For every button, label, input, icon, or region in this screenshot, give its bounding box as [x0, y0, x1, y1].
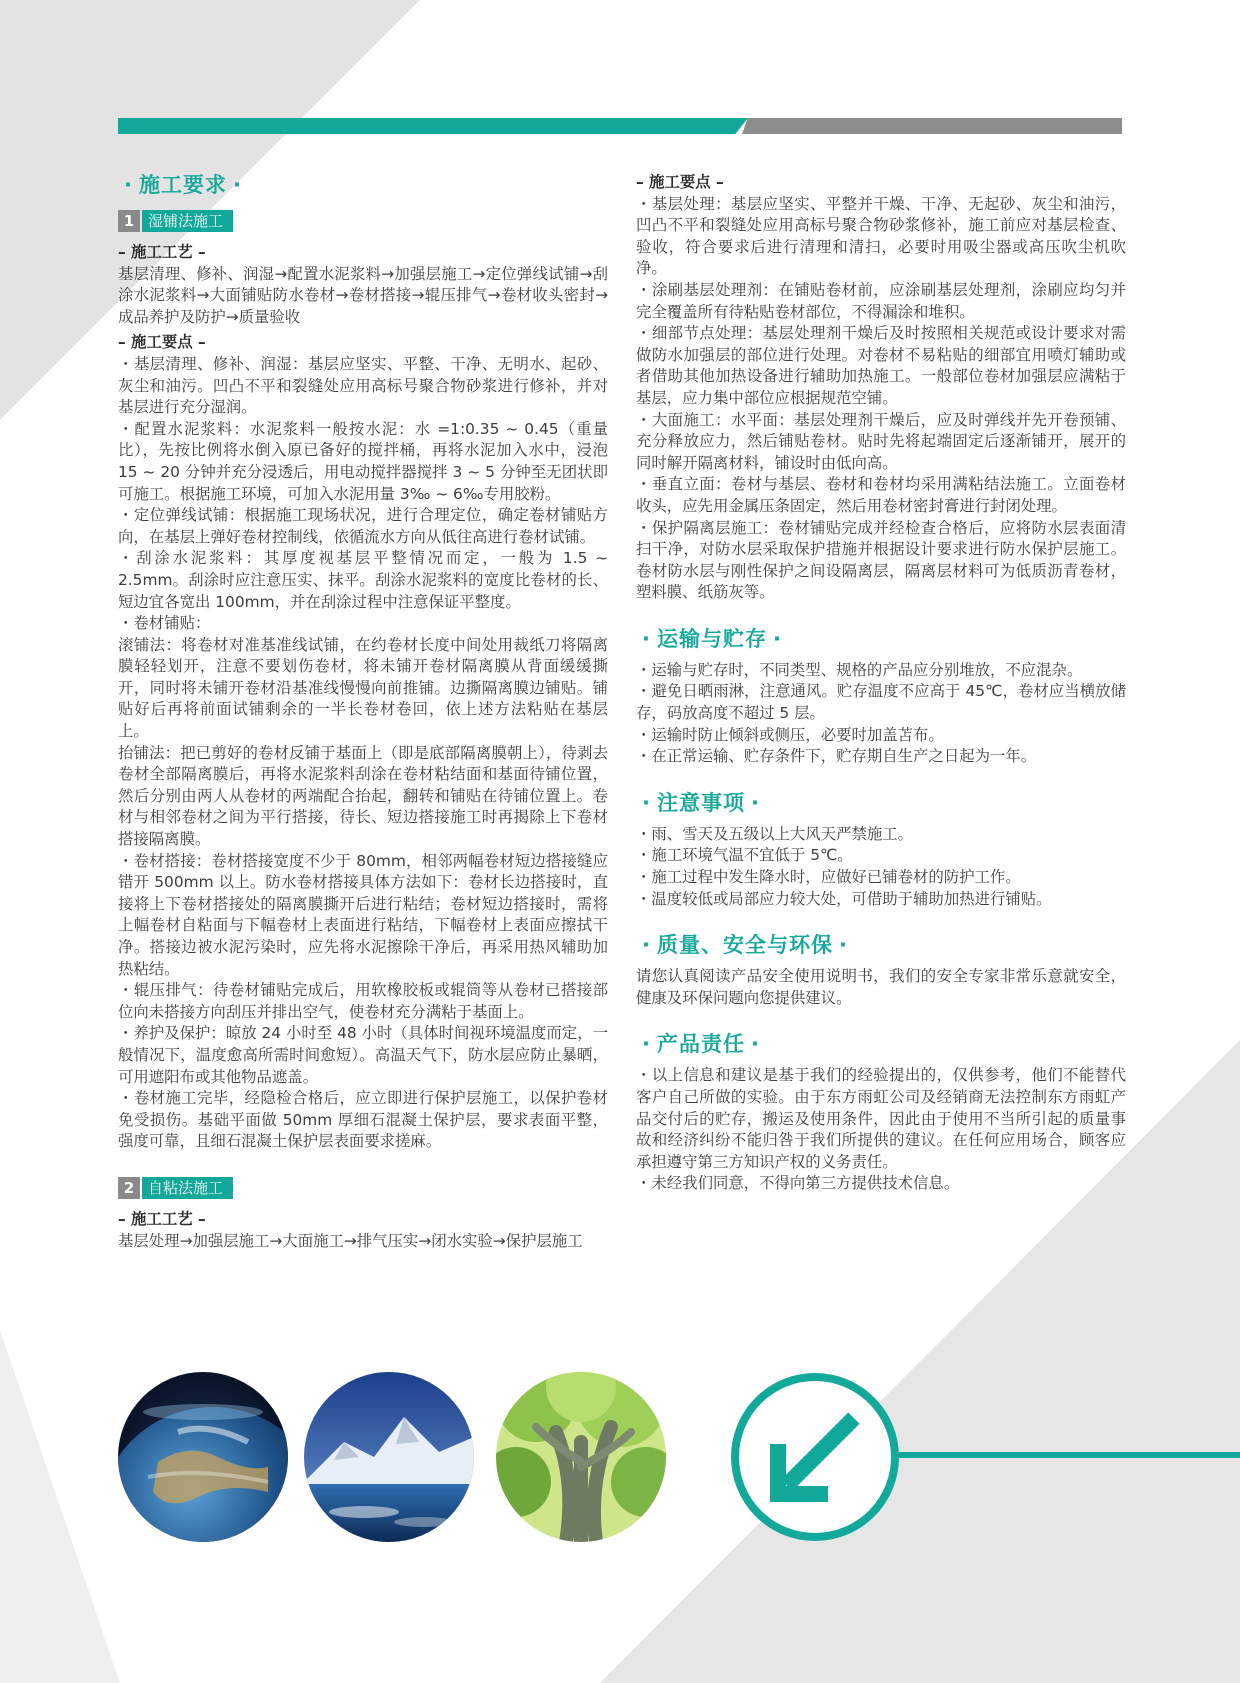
- badge-label: 湿铺法施工: [142, 210, 233, 232]
- list-item: ・运输与贮存时，不同类型、规格的产品应分别堆放，不应混杂。: [636, 660, 1083, 679]
- list-item: ・以上信息和建议是基于我们的经验提出的，仅供参考，他们不能替代客户自己所做的实验。由于东方雨虹公司及经销商无法控制东方雨虹产品交付后的贮存，搬运及使用条件，因此由于使用不当所引起的质量事故和经济纠纷不能归咎于我们所提供的建议。在任何应用场合，顾客应承担遵守第三方知识产权的义务责任。: [636, 1066, 1126, 1171]
- process-text: 基层处理→加强层施工→大面施工→排气压实→闭水实验→保护层施工: [118, 1231, 583, 1250]
- section-title-liability: · 产品责任 ·: [642, 1032, 760, 1057]
- point-item: ・卷材搭接：卷材搭接宽度不少于 80mm，相邻两幅卷材短边搭接缝应错开 500mm 以上。防水卷材搭接具体方法如下：卷材长边搭接时，直接将上下卷材搭接处的隔离膜撕开后进行粘结；卷材短边搭接时，需将上幅卷材自粘面与下幅卷材上表面进行粘结，下幅卷材上表面应擦拭干净。搭接边被水泥污染时，应先将水泥擦除干净后，再采用热风辅助加热粘结。: [118, 851, 608, 978]
- points-heading: – 施工要点 –: [636, 173, 724, 191]
- badge-label: 自粘法施工: [142, 1177, 233, 1199]
- points-heading: – 施工要点 –: [118, 333, 206, 352]
- list-item: ・雨、雪天及五级以上大风天严禁施工。: [636, 824, 914, 843]
- point-item: ・基层处理：基层应坚实、平整并干燥、干净、无起砂、灰尘和油污，凹凸不平和裂缝处应用高标号聚合物砂浆修补，施工前应对基层检查、验收，符合要求后进行清理和清扫，必要时用吸尘器或高压吹尘机吹净。: [636, 194, 1126, 278]
- list-item: ・施工环境气温不宜低于 5℃。: [636, 846, 853, 865]
- badge-number: 2: [118, 1177, 140, 1199]
- list-item: ・避免日晒雨淋，注意通风。贮存温度不应高于 45℃，卷材应当横放储存，码放高度不超过 5 层。: [636, 682, 1126, 723]
- point-item: ・定位弹线试铺：根据施工现场状况，进行合理定位，确定卷材铺贴方向，在基层上弹好卷材控制线，依循流水方向从低往高进行卷材试铺。: [118, 506, 608, 546]
- top-bar-gray: [742, 118, 1122, 134]
- arrow-icon: [730, 1372, 900, 1542]
- point-item: ・卷材铺贴：: [118, 614, 211, 633]
- quality-text: 请您认真阅读产品安全使用说明书，我们的安全专家非常乐意就安全，健康及环保问题向您提供建议。: [636, 967, 1126, 1007]
- point-item: ・卷材施工完毕，经隐检合格后，应立即进行保护层施工，以保护卷材免受损伤。基础平面做 50mm 厚细石混凝土保护层，要求表面平整，强度可靠，且细石混凝土保护层表面要求搓麻。: [118, 1089, 608, 1151]
- earth-image: [118, 1372, 288, 1542]
- point-item: ・涂刷基层处理剂：在铺贴卷材前，应涂刷基层处理剂，涂刷应均匀并完全覆盖所有待粘贴卷材部位，不得漏涂和堆积。: [636, 280, 1126, 321]
- point-item: ・保护隔离层施工：卷材铺贴完成并经检查合格后，应将防水层表面清扫干净，对防水层采取保护措施并根据设计要求进行防水保护层施工。卷材防水层与刚性保护之间设隔离层，隔离层材料可为低质沥青卷材，塑料膜、纸筋灰等。: [636, 518, 1126, 602]
- process-text: 基层清理、修补、润湿→配置水泥浆料→加强层施工→定位弹线试铺→刮涂水泥浆料→大面铺贴防水卷材→卷材搭接→辊压排气→卷材收头密封→成品养护及防护→质量验收: [118, 264, 608, 326]
- left-column: [118, 170, 608, 1252]
- section-title-quality: · 质量、安全与环保 ·: [642, 933, 848, 958]
- point-item: ・大面施工：水平面：基层处理剂干燥后，应及时弹线并先开卷预铺、充分释放应力，然后铺贴卷材。贴时先将起端固定后逐渐铺开，展开的同时解开隔离材料，铺设时由低向高。: [636, 410, 1126, 472]
- point-item: ・细部节点处理：基层处理剂干燥后及时按照相关规范或设计要求对需做防水加强层的部位进行处理。对卷材不易粘贴的细部宜用喷灯辅助或者借助其他加热设备进行辅助加热施工。一般部位卷材加强层应满粘于基层，应力集中部位应根据规范空铺。: [636, 324, 1126, 407]
- right-column: [636, 170, 1126, 1195]
- point-item: ・养护及保护：晾放 24 小时至 48 小时（具体时间视环境温度而定，一般情况下，温度愈高所需时间愈短）。高温天气下，防水层应防止暴晒，可用遮阳布或其他物品遮盖。: [118, 1024, 608, 1086]
- list-item: ・运输时防止倾斜或侧压，必要时加盖苫布。: [636, 725, 944, 744]
- point-item: ・辊压排气：待卷材铺贴完成后，用软橡胶板或辊筒等从卷材已搭接部位向未搭接方向刮压并排出空气，使卷材充分满粘于基面上。: [118, 981, 608, 1021]
- point-item: ・垂直立面：卷材与基层、卷材和卷材均采用满粘结法施工。立面卷材收头，应先用金属压条固定，然后用卷材密封膏进行封闭处理。: [636, 475, 1126, 515]
- point-item: 滚铺法：将卷材对准基准线试铺，在约卷材长度中间处用裁纸刀将隔离膜轻轻划开，注意不要划伤卷材，将未铺开卷材隔离膜从背面缓缓撕开，同时将未铺开卷材沿基准线慢慢向前推铺。边撕隔离膜边铺贴。铺贴好后再将前面试铺剩余的一半长卷材卷回，依上述方法粘贴在基层上。: [118, 635, 608, 741]
- process-heading: – 施工工艺 –: [118, 1209, 206, 1228]
- section-badge-wet: [118, 210, 233, 232]
- section-title-transport: · 运输与贮存 ·: [642, 626, 782, 651]
- tree-image: [496, 1372, 666, 1542]
- list-item: ・施工过程中发生降水时，应做好已铺卷材的防护工作。: [636, 868, 1021, 887]
- process-heading: – 施工工艺 –: [118, 243, 206, 261]
- list-item: ・未经我们同意，不得向第三方提供技术信息。: [636, 1174, 960, 1193]
- point-item: ・配置水泥浆料：水泥浆料一般按水泥：水 =1:0.35 ~ 0.45（重量比），先按比例将水倒入原已备好的搅拌桶，再将水泥加入水中，浸泡 15 ~ 20 分钟并充分浸透后，用电动搅拌器搅拌 3 ~ 5 分钟至无团状即可施工。根据施工环境，可加入水泥用量 3‰ ~ 6‰专用胶粉。: [118, 419, 608, 503]
- point-item: ・基层清理、修补、润湿：基层应坚实、平整、干净、无明水、起砂、灰尘和油污。凹凸不平和裂缝处应用高标号聚合物砂浆进行修补，并对基层进行充分湿润。: [118, 354, 608, 417]
- accent-line: [898, 1452, 1240, 1458]
- list-item: ・在正常运输、贮存条件下，贮存期自生产之日起为一年。: [636, 747, 1037, 766]
- list-item: ・温度较低或局部应力较大处，可借助于辅助加热进行铺贴。: [636, 889, 1052, 908]
- section-badge-selfadhesive: [118, 1177, 233, 1199]
- top-bar-teal: [118, 118, 748, 134]
- badge-number: 1: [118, 210, 140, 232]
- section-title-construction: · 施工要求 ·: [124, 173, 242, 197]
- section-title-notice: · 注意事项 ·: [642, 790, 760, 815]
- mountain-image: [304, 1372, 474, 1542]
- point-item: ・刮涂水泥浆料：其厚度视基层平整情况而定，一般为 1.5 ~ 2.5mm。刮涂时应注意压实、抹平。刮涂水泥浆料的宽度比卷材的长、短边宜各宽出 100mm，并在刮涂过程中注意保证平整度。: [118, 549, 608, 611]
- point-item: 抬铺法：把已剪好的卷材反铺于基面上（即是底部隔离膜朝上），待剥去卷材全部隔离膜后，再将水泥浆料刮涂在卷材粘结面和基面待铺位置，然后分别由两人从卷材的两端配合抬起，翻转和铺贴在待铺位置上。卷材与相邻卷材之间为平行搭接，待长、短边搭接施工时再揭除上下卷材搭接隔离膜。: [118, 743, 608, 849]
